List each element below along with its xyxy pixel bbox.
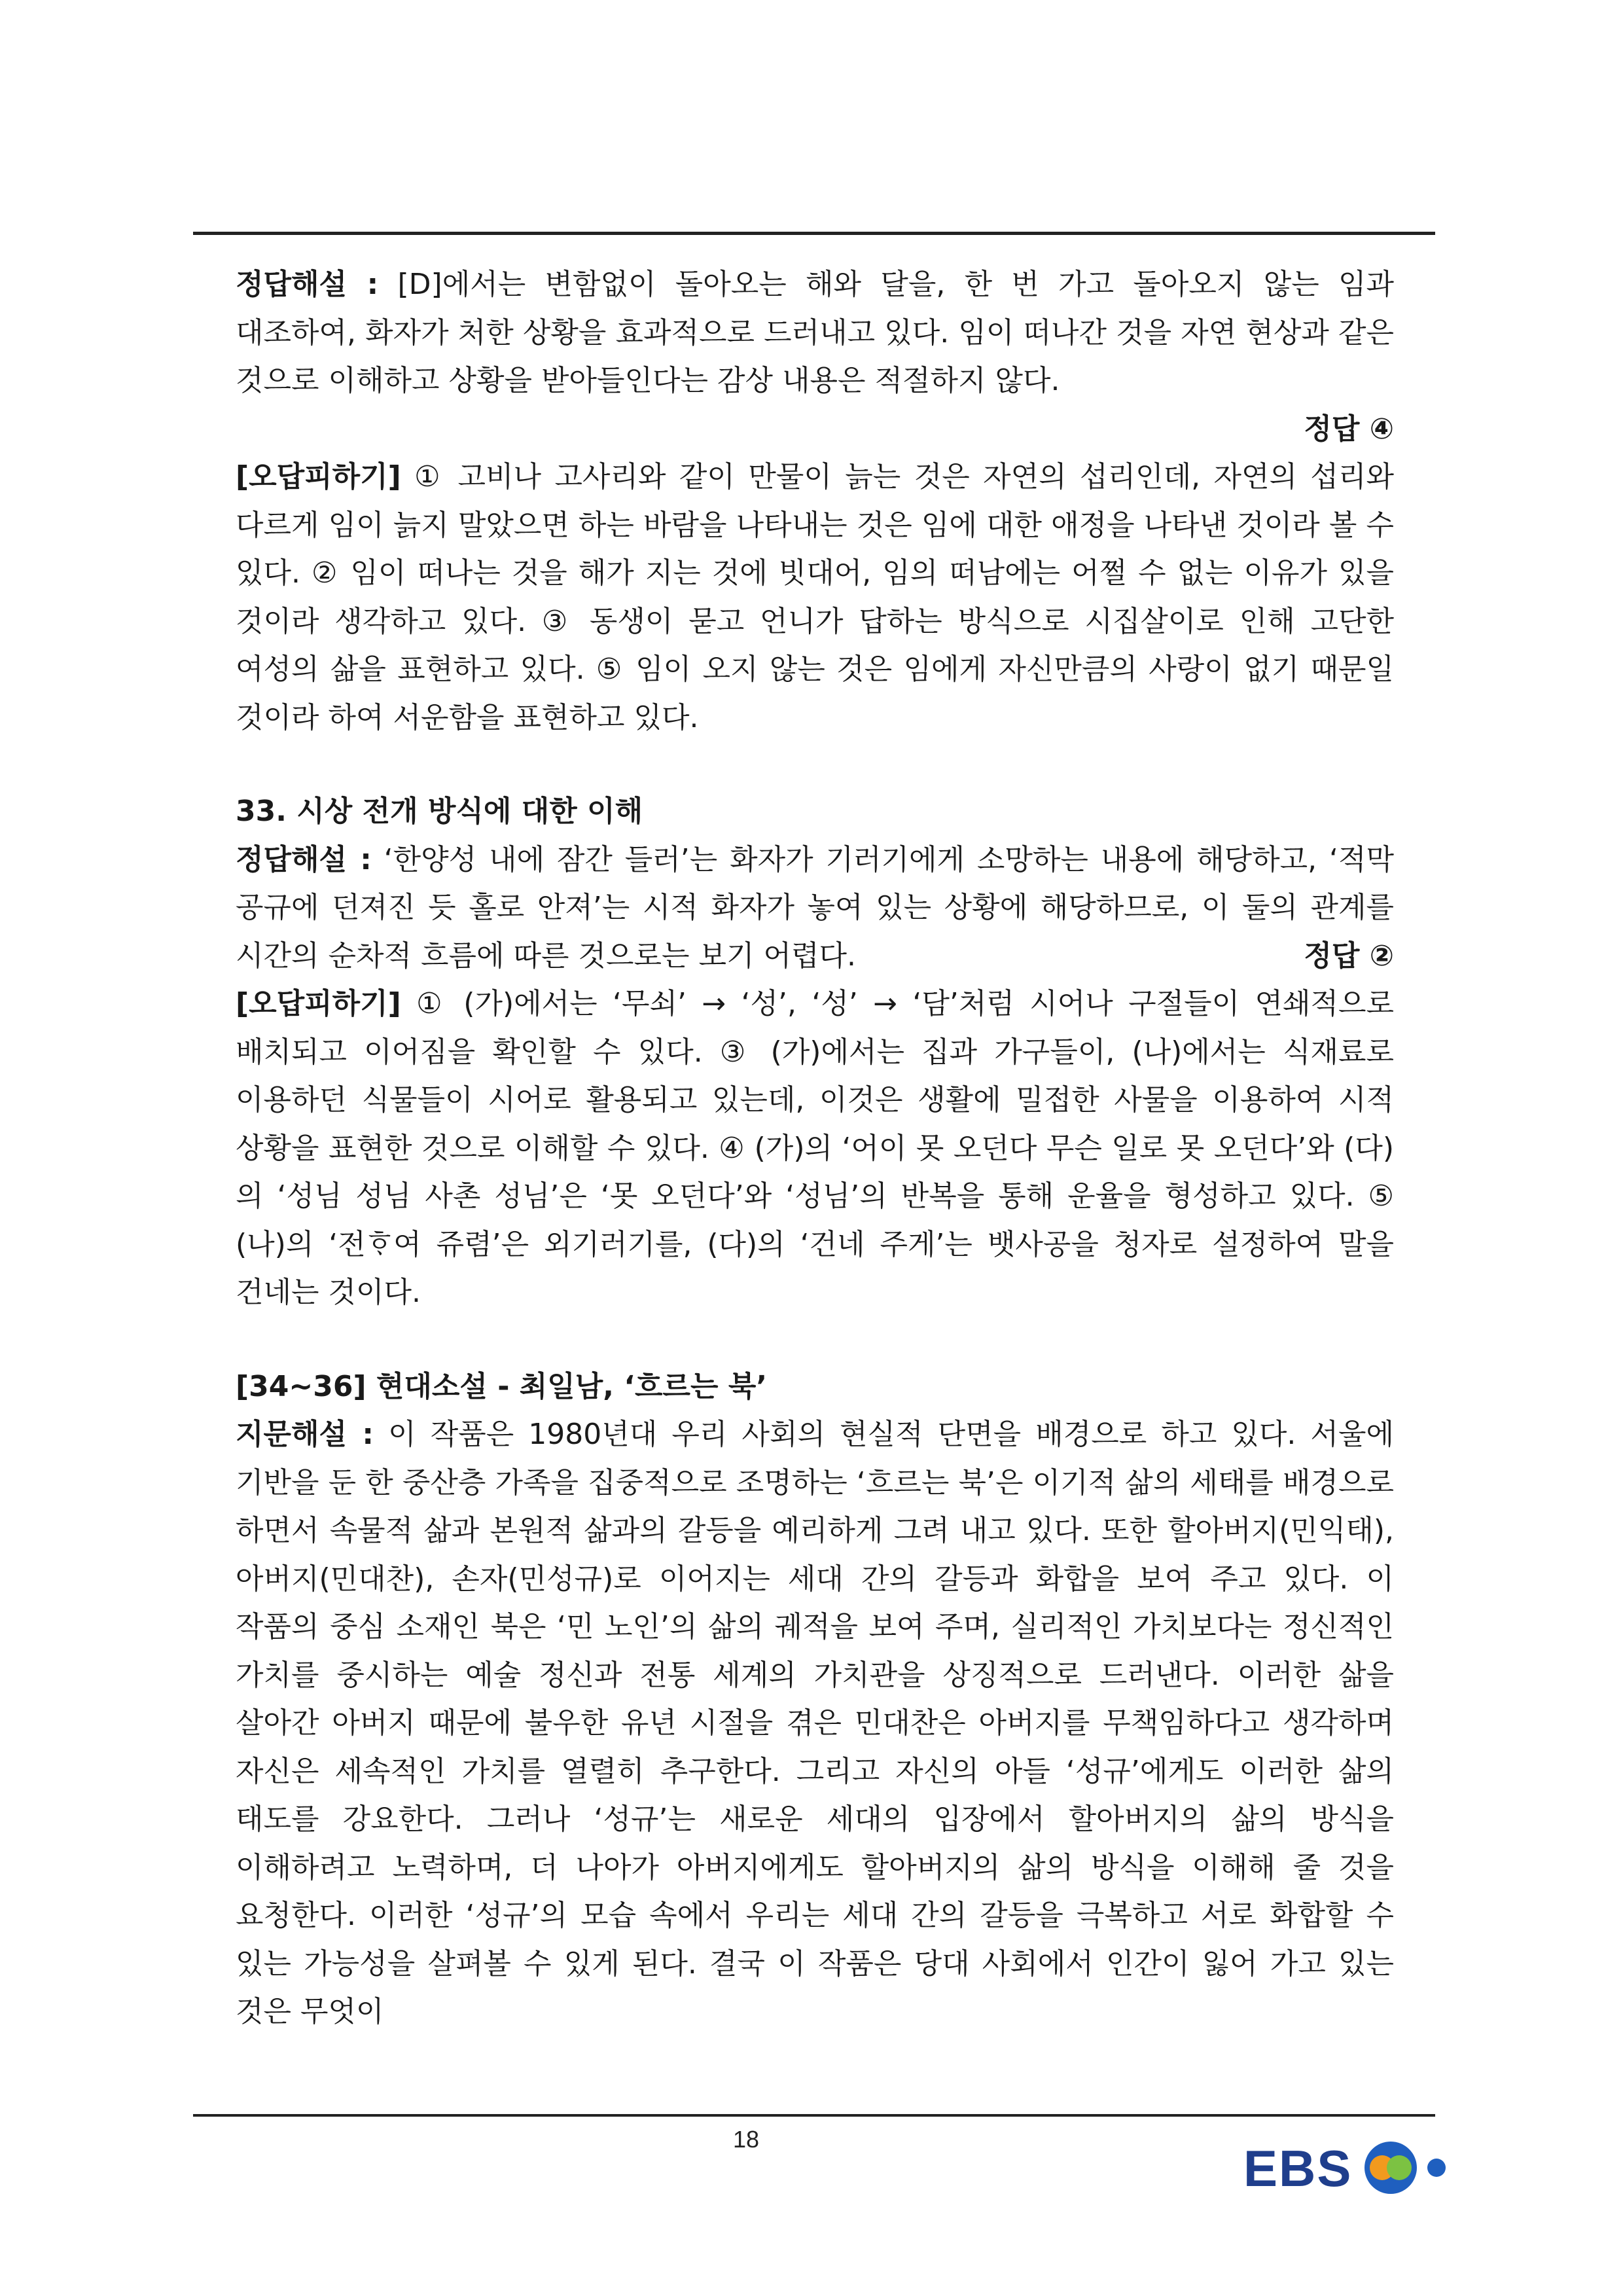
page-number: 18 [732, 2126, 760, 2153]
footer-divider [193, 2114, 1435, 2117]
q33-heading: 33. 시상 전개 방식에 대한 이해 [236, 795, 643, 828]
q33-paragraph [236, 836, 1394, 980]
page-content [236, 260, 1394, 2036]
ebs-logo-dot [1427, 2159, 1446, 2177]
ebs-logo [1243, 2135, 1453, 2200]
block1-text: [D]에서는 변함없이 돌아오는 해와 달을, 한 번 가고 돌아오지 않는 임과 대조하여, 화자가 처한 상황을 효과적으로 드러내고 있다. 임이 떠나간 것을 자연 현상과 같은 것으로 이해하고 상황을 받아들인다는 감상 내용은 적절하지 않다. [236, 268, 1394, 397]
section34-paragraph [236, 1410, 1394, 2036]
section34-label: 지문해설 : [236, 1418, 374, 1451]
spacer [236, 1317, 1394, 1363]
block2-text: ① 고비나 고사리와 같이 만물이 늙는 것은 자연의 섭리인데, 자연의 섭리와 다르게 임이 늙지 말았으면 하는 바람을 나타내는 것은 임에 대한 애정을 나타낸 것이라 볼 수 있다. ② 임이 떠나는 것을 해가 지는 것에 빗대어, 임의 떠남에는 어쩔 수 없는 이유가 있을 것이라 생각하고 있다. ③ 동생이 묻고 언니가 답하는 방식으로 시집살이로 인해 고단한 여성의 삶을 표현하고 있다. ⑤ 임이 오지 않는 것은 임에게 자신만큼의 사랑이 없기 때문일 것이라 하여 서운함을 표현하고 있다. [236, 460, 1395, 734]
q33-text: ‘한양성 내에 잠간 들러’는 화자가 기러기에게 소망하는 내용에 해당하고, ‘적막 공규에 던져진 듯 홀로 안져’는 시적 화자가 놓여 있는 상황에 해당하므로, 이 둘의 관계를 시간의 순차적 흐름에 따른 것으로는 보기 어렵다. [236, 842, 1394, 973]
q33-wrong-label: [오답피하기] [236, 987, 401, 1020]
block2-paragraph [236, 453, 1394, 742]
block1-paragraph [236, 260, 1394, 405]
header-divider [193, 232, 1435, 235]
spacer [236, 742, 1394, 787]
section34-text: 이 작품은 1980년대 우리 사회의 현실적 단면을 배경으로 하고 있다. 서울에 기반을 둔 한 중산층 가족을 집중적으로 조명하는 ‘흐르는 북’은 이기적 삶의 세태를 배경으로 하면서 속물적 삶과 본원적 삶과의 갈등을 예리하게 그려 내고 있다. 또한 할아버지(민익태), 아버지(민대찬), 손자(민성규)로 이어지는 세대 간의 갈등과 화합을 보여 주고 있다. 이 작품의 중심 소재인 북은 ‘민 노인’의 삶의 궤적을 보여 주며, 실리적인 가치보다는 정신적인 가치를 중시하는 예술 정신과 전통 세계의 가치관을 상징적으로 드러낸다. 이러한 삶을 살아간 아버지 때문에 불우한 유년 시절을 겪은 민대찬은 아버지를 무책임하다고 생각하며 자신은 세속적인 가치를 열렬히 추구한다. 그리고 자신의 아들 ‘성규’에게도 이러한 삶의 태도를 강요한다. 그러나 ‘성규’는 새로운 세대의 입장에서 할아버지의 삶의 방식을 이해하려고 노력하며, 더 나아가 아버지에게도 할아버지의 삶의 방식을 이해해 줄 것을 요청한다. 이러한 ‘성규’의 모습 속에서 우리는 세대 간의 갈등을 극복하고 서로 화합할 수 있는 가능성을 살펴볼 수 있게 된다. 결국 이 작품은 당대 사회에서 인간이 잃어 가고 있는 것은 무엇이 [236, 1418, 1394, 2028]
q33-wrong-paragraph [236, 980, 1394, 1317]
q33-answer: 정답 ② [1304, 939, 1394, 973]
block1-label: 정답해설 : [236, 268, 379, 301]
q33-label: 정답해설 : [236, 842, 372, 876]
block2-label: [오답피하기] [236, 460, 401, 493]
ebs-logo-ring-green [1387, 2155, 1412, 2180]
block1-answer: 정답 ④ [1304, 412, 1394, 446]
section34-heading: [34~36] 현대소설 - 최일남, ‘흐르는 북’ [236, 1369, 768, 1403]
q33-wrong-text: ① (가)에서는 ‘무쇠’ → ‘성’, ‘성’ → ‘담’처럼 시어나 구절들이 연쇄적으로 배치되고 이어짐을 확인할 수 있다. ③ (가)에서는 집과 가구들이, (나)에서는 식재료로 이용하던 식물들이 시어로 활용되고 있는데, 이것은 생활에 밀접한 사물을 이용하여 시적 상황을 표현한 것으로 이해할 수 있다. ④ (가)의 ‘어이 못 오던다 무슨 일로 못 오던다’와 (다)의 ‘성님 성님 사촌 성님’은 ‘못 오던다’와 ‘성님’의 반복을 통해 운율을 형성하고 있다. ⑤ (나)의 ‘전ᄒᆞ여 쥬렴’은 외기러기를, (다)의 ‘건네 주게’는 뱃사공을 청자로 설정하여 말을 건네는 것이다. [236, 987, 1395, 1309]
ebs-logo-text: EBS [1243, 2140, 1353, 2197]
